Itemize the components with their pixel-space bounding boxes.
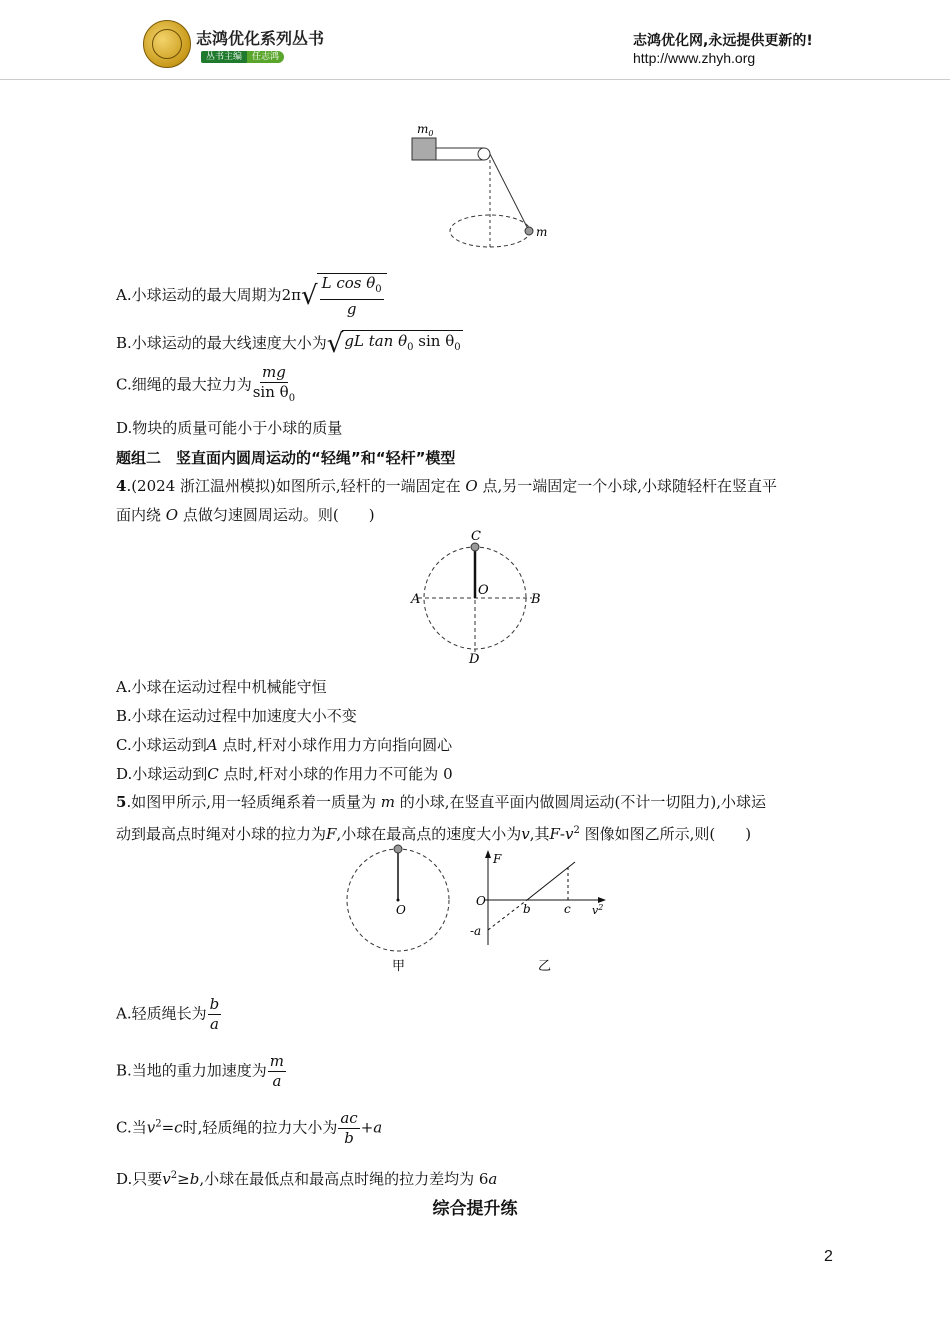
q4-stem-line2: 面内绕 O 点做匀速圆周运动。则( ): [116, 506, 375, 524]
q3-option-c: C.细绳的最大拉力为 $\frac{mg}{\sin \theta_0}$: [116, 363, 296, 404]
brand-title: 志鸿优化系列丛书: [196, 29, 325, 48]
svg-text:乙: 乙: [538, 959, 552, 974]
q3-option-a: A.小球运动的最大周期为2π √ $\frac{L \cos \theta_0}{g}$: [116, 273, 387, 319]
svg-text:O: O: [396, 903, 406, 917]
q4-option-a: A.小球在运动过程中机械能守恒: [116, 678, 327, 696]
group-heading: 题组二 竖直面内圆周运动的“轻绳”和“轻杆”模型: [116, 449, 456, 467]
svg-text:D: D: [469, 652, 480, 667]
q4-stem-line1: 4.(2024 浙江温州模拟)如图所示,轻杆的一端固定在 O 点,另一端固定一个小球,小球随轻杆在竖直平: [116, 477, 778, 495]
page-number: 2: [824, 1248, 833, 1265]
svg-text:-a: -a: [470, 924, 482, 938]
svg-text:b: b: [523, 902, 531, 916]
svg-text:F: F: [493, 852, 502, 866]
svg-text:c: c: [564, 902, 571, 916]
q5-option-b: B.当地的重力加速度为 $\frac{m}{a}$: [116, 1052, 285, 1090]
svg-text:m: m: [536, 225, 548, 239]
svg-text:O: O: [476, 894, 486, 908]
svg-text:v2: $v^2$: [592, 903, 604, 917]
svg-text:m0: $m_0$: [417, 122, 434, 138]
header-url[interactable]: http://www.zhyh.org: [633, 50, 756, 66]
q3-option-d: D.物块的质量可能小于小球的质量: [116, 419, 343, 437]
q4-option-b: B.小球在运动过程中加速度大小不变: [116, 707, 357, 725]
svg-text:A: A: [411, 592, 421, 607]
q5-stem-line2: 动到最高点时绳对小球的拉力为F,小球在最高点的速度大小为v,其$F-v^2$ 图像如图乙所示,则( ): [116, 825, 752, 843]
svg-text:B: B: [531, 592, 541, 607]
editor-badge: 丛书主编 任志鸿: [201, 49, 284, 62]
q5-option-d: D.只要$v^2\ge b$,小球在最低点和最高点时绳的拉力差均为 6a: [116, 1170, 498, 1188]
q4-option-c: C.小球运动到A 点时,杆对小球作用力方向指向圆心: [116, 736, 453, 754]
svg-text:C: C: [471, 529, 481, 544]
q5-option-c: C.当$v^2=c$时,轻质绳的拉力大小为 $\frac{ac}{b}$ +a: [116, 1109, 383, 1147]
q3-option-b: B.小球运动的最大线速度大小为 √ gL $\tan \theta_0$ $\sin \theta_0$: [116, 329, 461, 359]
q5-stem-line1: 5.如图甲所示,用一轻质绳系着一质量为 m 的小球,在竖直平面内做圆周运动(不计一切阻力),小球运: [116, 793, 767, 811]
q5-option-a: A.轻质绳长为 $\frac{b}{a}$: [116, 995, 220, 1033]
svg-text:O: O: [478, 583, 489, 598]
header-slogan: 志鸿优化网,永远提供更新的!: [633, 33, 813, 49]
svg-text:甲: 甲: [392, 959, 406, 974]
section-title: 综合提升练: [432, 1199, 518, 1219]
q4-option-d: D.小球运动到C 点时,杆对小球的作用力不可能为 0: [116, 765, 453, 783]
